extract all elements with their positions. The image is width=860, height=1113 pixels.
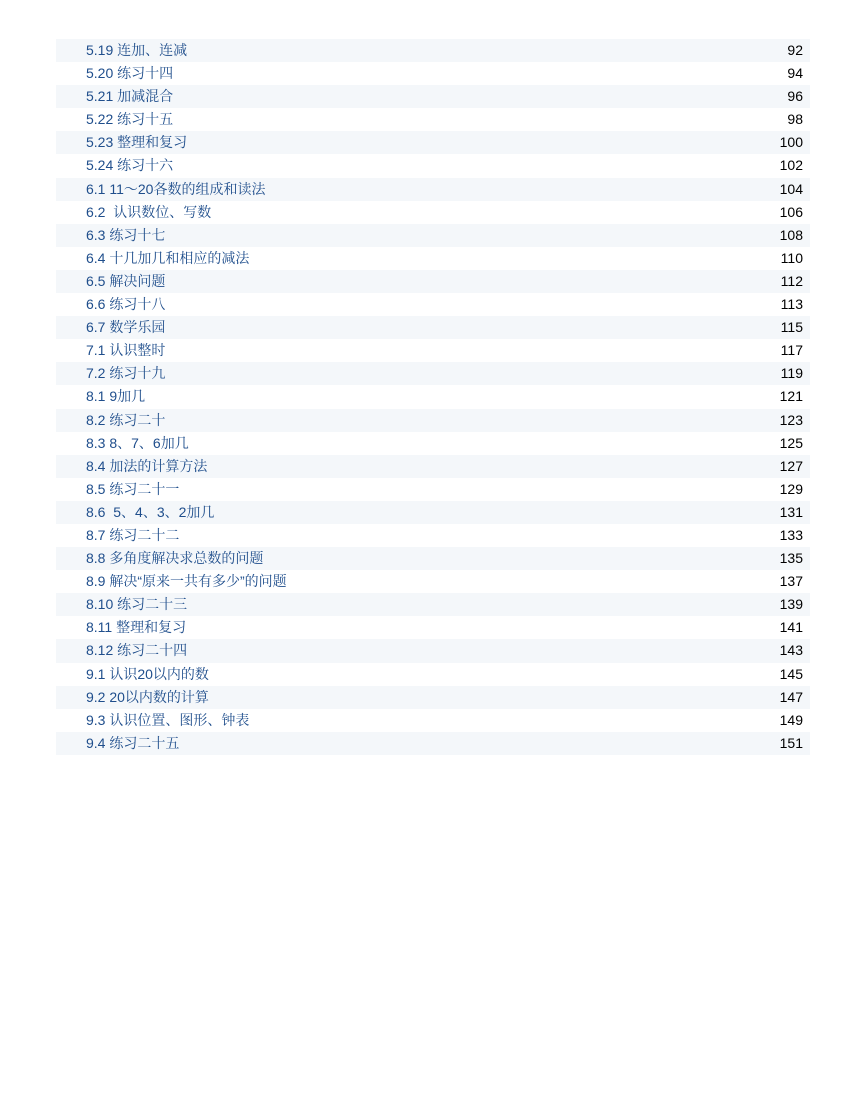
toc-entry-page-number: 108 bbox=[779, 226, 803, 243]
toc-entry-page-number: 121 bbox=[779, 388, 803, 405]
toc-entry-page-number: 151 bbox=[779, 734, 803, 751]
toc-entry-title[interactable]: 8.4 加法的计算方法 bbox=[86, 457, 208, 474]
toc-entry-page-number: 133 bbox=[779, 526, 803, 543]
toc-entry-title[interactable]: 6.7 数学乐园 bbox=[86, 319, 166, 336]
toc-entry-page-number: 147 bbox=[779, 688, 803, 705]
toc-entry[interactable] bbox=[56, 455, 810, 478]
toc-entry-page-number: 104 bbox=[779, 180, 803, 197]
toc-entry-title[interactable]: 6.6 练习十八 bbox=[86, 296, 166, 313]
toc-entry-page-number: 127 bbox=[779, 457, 803, 474]
toc-entry[interactable] bbox=[56, 178, 810, 201]
toc-entry[interactable] bbox=[56, 85, 810, 108]
toc-entry[interactable] bbox=[56, 663, 810, 686]
toc-entry-page-number: 106 bbox=[779, 203, 803, 220]
toc-entry[interactable] bbox=[56, 501, 810, 524]
toc-entry-page-number: 131 bbox=[779, 503, 803, 520]
toc-entry-title[interactable]: 5.22 练习十五 bbox=[86, 111, 174, 128]
toc-entry[interactable] bbox=[56, 409, 810, 432]
toc-entry-page-number: 137 bbox=[779, 573, 803, 590]
toc-entry[interactable] bbox=[56, 639, 810, 662]
toc-entry-title[interactable]: 8.2 练习二十 bbox=[86, 411, 166, 428]
toc-entry[interactable] bbox=[56, 39, 810, 62]
toc-entry-title[interactable]: 9.2 20以内数的计算 bbox=[86, 688, 209, 705]
toc-entry[interactable] bbox=[56, 385, 810, 408]
toc-entry-page-number: 129 bbox=[779, 480, 803, 497]
toc-entry-page-number: 92 bbox=[787, 42, 803, 58]
toc-entry[interactable] bbox=[56, 293, 810, 316]
toc-entry[interactable] bbox=[56, 686, 810, 709]
toc-entry[interactable] bbox=[56, 709, 810, 732]
toc-entry-page-number: 123 bbox=[779, 411, 803, 428]
toc-entry-page-number: 119 bbox=[780, 365, 803, 382]
toc-entry-page-number: 110 bbox=[780, 249, 803, 266]
table-of-contents bbox=[56, 39, 810, 755]
toc-entry[interactable] bbox=[56, 316, 810, 339]
toc-entry[interactable] bbox=[56, 432, 810, 455]
toc-entry-page-number: 125 bbox=[779, 434, 803, 451]
toc-entry[interactable] bbox=[56, 154, 810, 177]
toc-entry[interactable] bbox=[56, 224, 810, 247]
toc-entry-title[interactable]: 7.2 练习十九 bbox=[86, 365, 166, 382]
toc-entry-title[interactable]: 8.10 练习二十三 bbox=[86, 596, 188, 613]
toc-entry-title[interactable]: 5.21 加减混合 bbox=[86, 88, 174, 105]
toc-entry-title[interactable]: 5.23 整理和复习 bbox=[86, 134, 188, 151]
toc-entry[interactable] bbox=[56, 339, 810, 362]
toc-entry-title[interactable]: 8.9 解决“原来一共有多少”的问题 bbox=[86, 573, 287, 590]
toc-entry-title[interactable]: 9.4 练习二十五 bbox=[86, 734, 180, 751]
toc-entry-page-number: 135 bbox=[779, 550, 803, 567]
toc-entry-title[interactable]: 8.6 5、4、3、2加几 bbox=[86, 503, 215, 520]
toc-entry-title[interactable]: 6.3 练习十七 bbox=[86, 226, 166, 243]
toc-entry[interactable] bbox=[56, 270, 810, 293]
toc-entry-title[interactable]: 6.1 11～20各数的组成和读法 bbox=[86, 180, 266, 197]
toc-entry[interactable] bbox=[56, 478, 810, 501]
toc-entry-title[interactable]: 6.4 十几加几和相应的减法 bbox=[86, 249, 250, 266]
toc-entry-page-number: 143 bbox=[779, 642, 803, 659]
toc-entry[interactable] bbox=[56, 131, 810, 154]
toc-entry[interactable] bbox=[56, 108, 810, 131]
toc-entry[interactable] bbox=[56, 201, 810, 224]
toc-entry-page-number: 100 bbox=[779, 134, 803, 151]
toc-entry[interactable] bbox=[56, 593, 810, 616]
toc-entry-page-number: 113 bbox=[780, 296, 803, 313]
toc-entry[interactable] bbox=[56, 547, 810, 570]
toc-entry-title[interactable]: 8.3 8、7、6加几 bbox=[86, 434, 189, 451]
toc-entry-title[interactable]: 8.1 9加几 bbox=[86, 388, 146, 405]
toc-entry-page-number: 145 bbox=[779, 665, 803, 682]
toc-entry-page-number: 102 bbox=[779, 157, 803, 174]
toc-entry-page-number: 112 bbox=[780, 272, 803, 289]
toc-entry-title[interactable]: 5.19 连加、连减 bbox=[86, 42, 188, 58]
toc-entry-title[interactable]: 8.5 练习二十一 bbox=[86, 480, 180, 497]
toc-entry-title[interactable]: 9.3 认识位置、图形、钟表 bbox=[86, 711, 250, 728]
toc-entry-title[interactable]: 6.2 认识数位、写数 bbox=[86, 203, 212, 220]
toc-entry-page-number: 149 bbox=[779, 711, 803, 728]
toc-entry[interactable] bbox=[56, 570, 810, 593]
toc-entry-title[interactable]: 8.7 练习二十二 bbox=[86, 526, 180, 543]
toc-entry-page-number: 94 bbox=[787, 65, 803, 82]
toc-entry-page-number: 117 bbox=[780, 342, 803, 359]
toc-entry-title[interactable]: 9.1 认识20以内的数 bbox=[86, 665, 209, 682]
toc-entry-title[interactable]: 5.20 练习十四 bbox=[86, 65, 174, 82]
toc-entry-page-number: 141 bbox=[779, 619, 803, 636]
toc-entry-page-number: 139 bbox=[779, 596, 803, 613]
toc-entry-title[interactable]: 7.1 认识整时 bbox=[86, 342, 166, 359]
toc-entry-title[interactable]: 8.8 多角度解决求总数的问题 bbox=[86, 550, 264, 567]
toc-entry[interactable] bbox=[56, 732, 810, 755]
toc-entry[interactable] bbox=[56, 62, 810, 85]
toc-entry[interactable] bbox=[56, 524, 810, 547]
toc-entry[interactable] bbox=[56, 362, 810, 385]
toc-entry-title[interactable]: 8.11 整理和复习 bbox=[86, 619, 187, 636]
toc-entry-page-number: 98 bbox=[787, 111, 803, 128]
toc-entry-page-number: 115 bbox=[780, 319, 803, 336]
toc-entry-title[interactable]: 6.5 解决问题 bbox=[86, 272, 166, 289]
toc-entry[interactable] bbox=[56, 247, 810, 270]
toc-entry-title[interactable]: 8.12 练习二十四 bbox=[86, 642, 188, 659]
toc-entry-page-number: 96 bbox=[787, 88, 803, 105]
toc-entry-title[interactable]: 5.24 练习十六 bbox=[86, 157, 174, 174]
toc-entry[interactable] bbox=[56, 616, 810, 639]
